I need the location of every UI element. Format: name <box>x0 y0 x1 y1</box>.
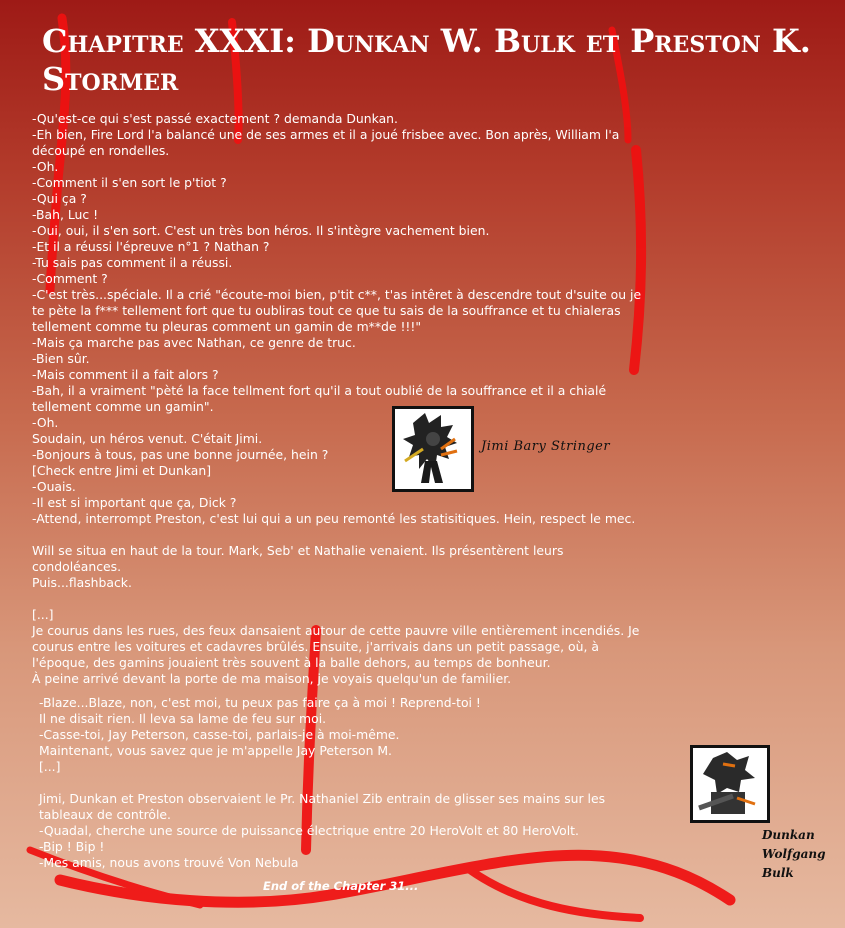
dialogue-line: -Mais comment il a fait alors ? <box>32 367 219 382</box>
end-of-chapter: End of the Chapter 31... <box>263 879 419 893</box>
dialogue-line: -Et il a réussi l'épreuve n°1 ? Nathan ? <box>32 239 270 254</box>
flashback-quote <box>35 695 655 775</box>
dialogue-block <box>32 111 722 527</box>
quote-line: -Casse-toi, Jay Peterson, casse-toi, parlais-je à moi-même. <box>35 727 400 742</box>
dialogue-line: -C'est très...spéciale. Il a crié "écoute-moi bien, p'tit c**, t'as intêret à descendre tout d'suite ou je <box>32 287 642 302</box>
dialogue-line: découpé en rondelles. <box>32 143 170 158</box>
dunkan-caption <box>762 826 826 883</box>
dialogue-line: -Bonjours à tous, pas une bonne journée, hein ? <box>32 447 329 462</box>
paragraph-line: À peine arrivé devant la porte de ma maison, je voyais quelqu'un de familier. <box>32 671 512 686</box>
dialogue-line: te pète la f*** tellement fort que tu oubliras tout ce que tu sais de la souffrance et tu chialeras <box>32 303 621 318</box>
dunkan-portrait <box>690 745 770 823</box>
quote-line: [...] <box>35 759 61 774</box>
dialogue-line: -Tu sais pas comment il a réussi. <box>32 255 233 270</box>
dialogue-line: -Bien sûr. <box>32 351 90 366</box>
paragraph-line: condoléances. <box>32 559 122 574</box>
paragraph-line: Puis...flashback. <box>32 575 132 590</box>
dialogue-line: -Ouais. <box>32 479 76 494</box>
caption-line: Wolfgang <box>762 847 826 861</box>
dialogue-line: -Bah, Luc ! <box>32 207 99 222</box>
armored-character-icon <box>693 748 767 820</box>
dialogue-line: -Oui, oui, il s'en sort. C'est un très bon héros. Il s'intègre vachement bien. <box>32 223 490 238</box>
jimi-portrait <box>392 406 474 492</box>
quote-line: Il ne disait rien. Il leva sa lame de feu sur moi. <box>35 711 327 726</box>
dialogue-line: -Attend, interrompt Preston, c'est lui qui a un peu remonté les statisitiques. Hein, respect le mec. <box>32 511 636 526</box>
caption-line: Dunkan <box>762 828 815 842</box>
dialogue-line: -Il est si important que ça, Dick ? <box>32 495 237 510</box>
dialogue-line: -Comment il s'en sort le p'tiot ? <box>32 175 227 190</box>
will-paragraph <box>32 543 672 591</box>
jimi-caption: Jimi Bary Stringer <box>481 439 611 454</box>
paragraph-line: -Bip ! Bip ! <box>35 839 105 854</box>
dialogue-line: -Oh. <box>32 159 59 174</box>
dialogue-line: -Oh. <box>32 415 59 430</box>
quote-line: Maintenant, vous savez que je m'appelle Jay Peterson M. <box>35 743 392 758</box>
dialogue-line: -Qui ça ? <box>32 191 87 206</box>
dialogue-line: -Qu'est-ce qui s'est passé exactement ? demanda Dunkan. <box>32 111 398 126</box>
caption-line: Bulk <box>762 866 794 880</box>
hedgehog-character-icon <box>395 409 471 489</box>
paragraph-line: Jimi, Dunkan et Preston observaient le Pr. Nathaniel Zib entrain de glisser ses mains sur les <box>35 791 606 806</box>
paragraph-line: tableaux de contrôle. <box>35 807 171 822</box>
dialogue-line: tellement comme tu pleuras comment un gamin de m**de !!!" <box>32 319 422 334</box>
paragraph-line: Will se situa en haut de la tour. Mark, Seb' et Nathalie venaient. Ils présentèrent leurs <box>32 543 564 558</box>
lab-paragraph <box>35 791 675 871</box>
dialogue-line: Soudain, un héros venut. C'était Jimi. <box>32 431 263 446</box>
dialogue-line: -Bah, il a vraiment "pèté la face tellment fort qu'il a tout oublié de la souffrance et il a chialé <box>32 383 607 398</box>
dialogue-line: -Mais ça marche pas avec Nathan, ce genre de truc. <box>32 335 356 350</box>
paragraph-line: [...] <box>32 607 54 622</box>
brush-stroke-bottom-right <box>470 870 640 918</box>
chapter-title: Chapitre XXXI: Dunkan W. Bulk et Preston K. Stormer <box>42 22 811 98</box>
paragraph-line: -Quadal, cherche une source de puissance électrique entre 20 HeroVolt et 80 HeroVolt. <box>35 823 579 838</box>
paragraph-line: l'époque, des gamins jouaient très souvent à la balle dehors, au temps de bonheur. <box>32 655 551 670</box>
quote-line: -Blaze...Blaze, non, c'est moi, tu peux pas faire ça à moi ! Reprend-toi ! <box>35 695 481 710</box>
dialogue-line: tellement comme un gamin". <box>32 399 214 414</box>
paragraph-line: -Mes amis, nous avons trouvé Von Nebula <box>35 855 299 870</box>
paragraph-line: Je courus dans les rues, des feux dansaient autour de cette pauvre ville entièrement incendiés. Je <box>32 623 640 638</box>
paragraph-line: courus entre les voitures et cadavres brûlés. Ensuite, j'arrivais dans un petit passage, où, à <box>32 639 599 654</box>
dialogue-line: -Eh bien, Fire Lord l'a balancé une de ses armes et il a joué frisbee avec. Bon après, William l'a <box>32 127 620 142</box>
dialogue-line: [Check entre Jimi et Dunkan] <box>32 463 212 478</box>
dialogue-line: -Comment ? <box>32 271 108 286</box>
flashback-paragraph <box>32 607 702 687</box>
